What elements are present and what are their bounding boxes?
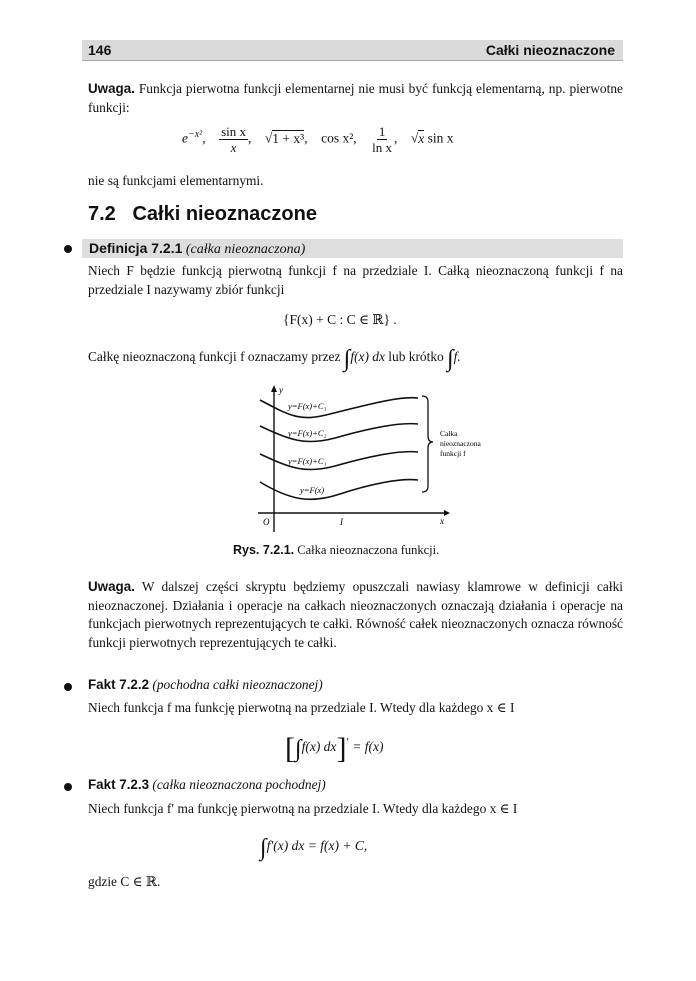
bullet-icon [64, 683, 72, 691]
sqrt-expression: √1 + x³ [264, 130, 305, 146]
x-axis-label: x [440, 516, 444, 526]
fact2-formula: ∫f′(x) dx = f(x) + C, [260, 835, 368, 861]
integral-family-figure [250, 382, 520, 532]
brace [422, 396, 433, 492]
y-axis-label: y [279, 385, 283, 395]
page-header [82, 40, 623, 61]
remark-after: nie są funkcjami elementarnymi. [88, 173, 264, 188]
bullet-icon [64, 245, 72, 253]
brace-label-line3: funkcji f [440, 449, 466, 458]
fact2-after: gdzie C ∈ ℝ. [88, 874, 161, 889]
fact-heading: Fakt 7.2.2 (pochodna całki nieoznaczonej) [88, 677, 323, 692]
brace-label-line2: nieoznaczona [440, 439, 481, 448]
remark-paragraph [88, 80, 623, 117]
curve-f [260, 480, 418, 500]
page-number: 146 [88, 42, 112, 58]
curve-c3 [260, 398, 418, 418]
definition-set-formula: {F(x) + C : C ∈ ℝ} . [283, 312, 397, 327]
curve-label-f: y=F(x) [300, 485, 325, 495]
fact2-heading: Fakt 7.2.3 (całka nieoznaczona pochodnej) [88, 777, 326, 792]
sqrt-x: √x [410, 130, 425, 146]
section-heading: 7.2 Całki nieoznaczone [88, 203, 317, 225]
y-axis-arrow [271, 385, 277, 392]
bullet-icon [64, 783, 72, 791]
examples-formula: $e^{-x^2}$, $\frac{\text{sin x}}{x}$ , √1 + x³, cos x², $\frac{1}{\text{ln x}}$ , √x sin x [182, 124, 454, 155]
fraction-sinx-x: $\frac{\text{sin x}}{x}$ [221, 124, 246, 155]
remark-label: Uwaga. [88, 81, 135, 96]
fact-text: Niech funkcja f ma funkcję pierwotną na przedziale I. Wtedy dla każdego x ∈ I [88, 700, 515, 715]
fact2-text: Niech funkcja f′ ma funkcję pierwotną na przedziale I. Wtedy dla każdego x ∈ I [88, 801, 518, 816]
remark-text: Funkcja pierwotna funkcji elementarnej nie musi być funkcją elementarną, np. pierwotne funkcji: [88, 81, 623, 115]
figure-caption: Rys. 7.2.1. Całka nieoznaczona funkcji. [233, 543, 440, 557]
origin-label: O [263, 517, 270, 527]
interval-label: I [340, 517, 343, 527]
fraction-1-lnx: $\frac{1}{\text{ln x}}$ [372, 124, 392, 155]
definition-text: Niech F będzie funkcją pierwotną funkcji f na przedziale I. Całką nieoznaczoną funkcji f na przedziale I nazywamy zbiór funkcji [88, 263, 623, 297]
curve-c1 [260, 452, 418, 470]
remark2-paragraph: Uwaga. W dalszej części skryptu będziemy opuszczali nawiasy klamrowe w definicji całki nieoznaczonej. Działania i operacje na całkach nieoznaczonych oznaczają działania i operacje na funkcjach pierwotnych reprezentujących te całki. Równość całek nieoznaczonych oznacza równość funkcji pierwotnych reprezentujących te całki. [88, 579, 623, 650]
curve-label-c1: y=F(x)+C₁ [288, 456, 327, 466]
notation-line: Całkę nieoznaczoną funkcji f oznaczamy przez ∫f(x) dx lub krótko ∫f. [88, 346, 461, 372]
brace-label-line1: Całka [440, 429, 458, 438]
curve-label-c2: y=F(x)+C₂ [288, 428, 327, 438]
curve-c2 [260, 424, 418, 442]
x-axis-arrow [444, 510, 450, 516]
curve-label-c3: y=F(x)+C₃ [288, 401, 327, 411]
running-title: Całki nieoznaczone [485, 42, 615, 58]
definition-heading: Definicja 7.2.1 (całka nieoznaczona) [89, 240, 306, 257]
fact-formula: [∫f(x) dx]′ = f(x) [285, 732, 384, 765]
